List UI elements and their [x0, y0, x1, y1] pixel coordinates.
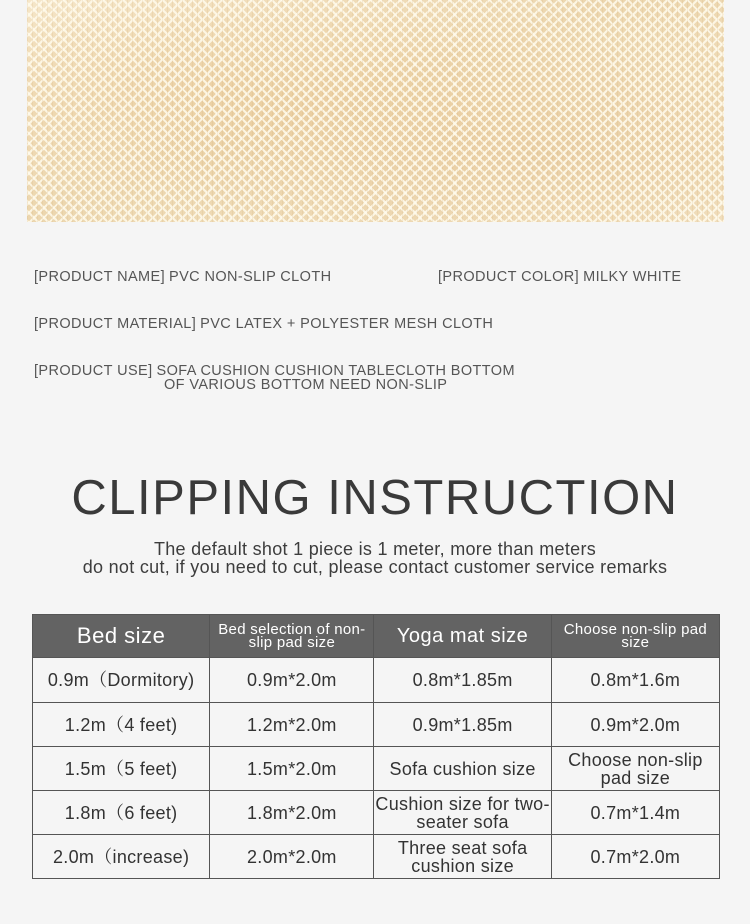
- table-cell: 0.9m*1.85m: [374, 703, 551, 747]
- product-material-photo: [27, 0, 724, 222]
- header-yoga-mat-size: Yoga mat size: [374, 615, 551, 658]
- product-color-value: MILKY WHITE: [583, 269, 682, 285]
- table-cell: 1.5m（5 feet): [33, 747, 210, 791]
- clipping-instruction-title: CLIPPING INSTRUCTION: [71, 471, 679, 525]
- table-row: [33, 747, 720, 791]
- table-cell: 1.5m*2.0m: [210, 747, 374, 791]
- size-table: [32, 614, 720, 879]
- product-use-value-line1: SOFA CUSHION CUSHION TABLECLOTH BOTTOM: [156, 363, 515, 379]
- header-bed-size: Bed size: [33, 615, 210, 658]
- table-cell: 0.9m*2.0m: [551, 703, 719, 747]
- table-cell: 0.7m*1.4m: [551, 791, 719, 835]
- table-row: [33, 835, 720, 879]
- table-row: [33, 658, 720, 703]
- table-cell: 2.0m*2.0m: [210, 835, 374, 879]
- header-bed-pad-size: Bed selection of non-slip pad size: [210, 615, 374, 658]
- table-cell: 0.8m*1.6m: [551, 658, 719, 703]
- product-material-value: PVC LATEX + POLYESTER MESH CLOTH: [200, 316, 494, 332]
- table-cell: Cushion size for two-seater sofa: [374, 791, 551, 835]
- size-table-header-row: [33, 615, 720, 658]
- table-cell: 1.8m*2.0m: [210, 791, 374, 835]
- table-cell: 0.8m*1.85m: [374, 658, 551, 703]
- table-cell: 2.0m（increase): [33, 835, 210, 879]
- table-cell: Choose non-slip pad size: [551, 747, 719, 791]
- table-cell: 0.9m*2.0m: [210, 658, 374, 703]
- table-cell: 0.9m（Dormitory): [33, 658, 210, 703]
- product-use: [34, 364, 554, 392]
- instruction-line-1: The default shot 1 piece is 1 meter, more than meters: [153, 539, 597, 559]
- product-use-value-line2: OF VARIOUS BOTTOM NEED NON-SLIP: [164, 377, 448, 393]
- product-color-label: [PRODUCT COLOR]: [438, 269, 580, 285]
- table-cell: 0.7m*2.0m: [551, 835, 719, 879]
- product-name: [34, 270, 331, 284]
- table-cell: 1.2m*2.0m: [210, 703, 374, 747]
- table-cell: 1.8m（6 feet): [33, 791, 210, 835]
- product-use-label: [PRODUCT USE]: [34, 363, 153, 379]
- product-material-label: [PRODUCT MATERIAL]: [34, 316, 197, 332]
- product-name-value: PVC NON-SLIP CLOTH: [169, 269, 332, 285]
- product-material: [34, 317, 493, 331]
- clipping-instruction-text: [0, 540, 750, 576]
- instruction-line-2: do not cut, if you need to cut, please contact customer service remarks: [82, 557, 668, 577]
- table-row: [33, 703, 720, 747]
- table-cell: 1.2m（4 feet): [33, 703, 210, 747]
- table-cell: Sofa cushion size: [374, 747, 551, 791]
- table-row: [33, 791, 720, 835]
- header-choose-pad-size: Choose non-slip pad size: [551, 615, 719, 658]
- product-color: [438, 270, 682, 284]
- product-name-label: [PRODUCT NAME]: [34, 269, 166, 285]
- table-cell: Three seat sofa cushion size: [374, 835, 551, 879]
